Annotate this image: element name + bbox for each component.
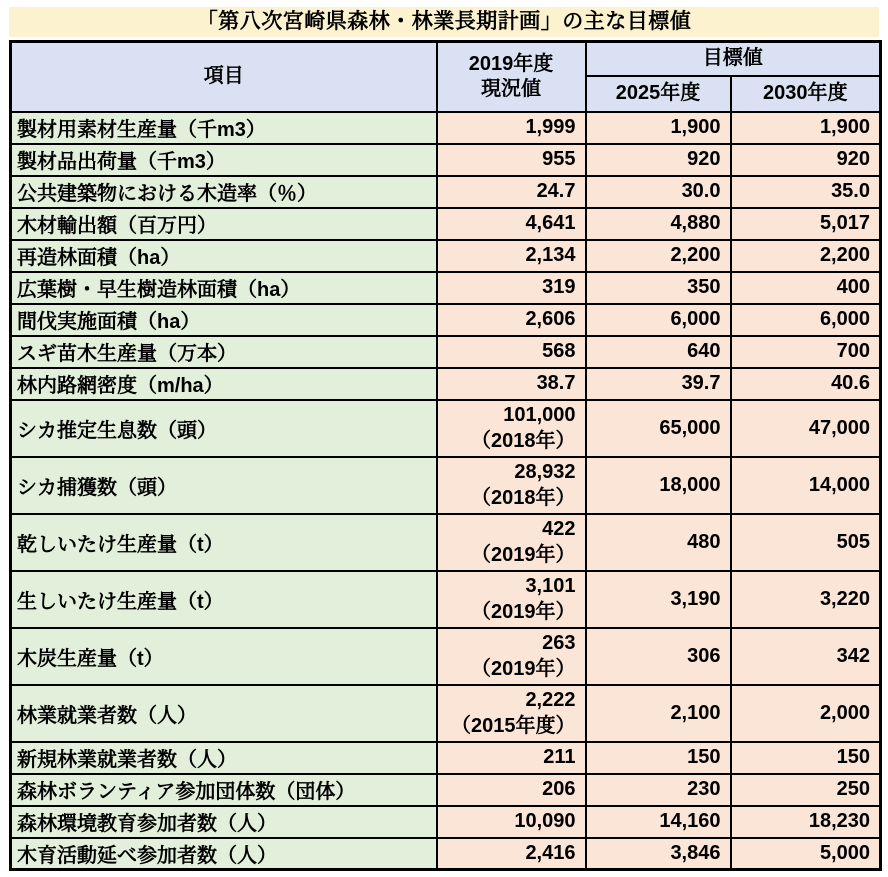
target-2025-cell: 6,000 — [586, 304, 731, 336]
current-value-cell: 2,606 — [437, 304, 586, 336]
current-value-cell: 38.7 — [437, 368, 586, 400]
current-value-cell: 2,416 — [437, 838, 586, 870]
target-2030-cell: 40.6 — [731, 368, 881, 400]
target-2025-cell: 3,846 — [586, 838, 731, 870]
table-row — [11, 336, 881, 368]
table-row — [11, 685, 881, 742]
targets-table — [9, 40, 882, 871]
current-value-cell: 10,090 — [437, 806, 586, 838]
item-cell: 新規林業就業者数（人） — [11, 742, 437, 774]
target-2030-cell: 18,230 — [731, 806, 881, 838]
item-cell: 林内路網密度（m/ha） — [11, 368, 437, 400]
current-value-cell — [437, 514, 586, 571]
table-row — [11, 272, 881, 304]
item-cell: 製材品出荷量（千m3） — [11, 144, 437, 176]
target-2030-cell: 342 — [731, 628, 881, 685]
current-value: 101,000 — [503, 403, 576, 426]
current-value-cell: 319 — [437, 272, 586, 304]
header-col-2030: 2030年度 — [731, 76, 881, 112]
item-cell: 森林ボランティア参加団体数（団体） — [11, 774, 437, 806]
target-2025-cell: 230 — [586, 774, 731, 806]
current-value-cell: 211 — [437, 742, 586, 774]
item-cell: 森林環境教育参加者数（人） — [11, 806, 437, 838]
target-2030-cell: 5,000 — [731, 838, 881, 870]
item-cell: 公共建築物における木造率（％） — [11, 176, 437, 208]
current-value-cell — [437, 685, 586, 742]
header-target: 目標値 — [586, 42, 881, 76]
header-current-line1: 2019年度 — [468, 52, 554, 75]
target-2030-cell: 6,000 — [731, 304, 881, 336]
target-2030-cell: 250 — [731, 774, 881, 806]
target-2030-cell: 150 — [731, 742, 881, 774]
current-value-cell: 4,641 — [437, 208, 586, 240]
target-2030-cell: 920 — [731, 144, 881, 176]
target-2030-cell: 1,900 — [731, 112, 881, 144]
current-value-cell — [437, 571, 586, 628]
target-2030-cell: 505 — [731, 514, 881, 571]
item-cell: シカ捕獲数（頭） — [11, 457, 437, 514]
table-row — [11, 514, 881, 571]
target-2025-cell: 4,880 — [586, 208, 731, 240]
item-cell: 木炭生産量（t） — [11, 628, 437, 685]
target-2030-cell: 3,220 — [731, 571, 881, 628]
current-value-cell: 24.7 — [437, 176, 586, 208]
current-value-note: （2019年） — [471, 601, 576, 623]
target-2025-cell: 1,900 — [586, 112, 731, 144]
target-2030-cell: 700 — [731, 336, 881, 368]
target-2025-cell: 306 — [586, 628, 731, 685]
table-row — [11, 144, 881, 176]
table-row — [11, 571, 881, 628]
table-row — [11, 208, 881, 240]
current-value-note: （2018年） — [471, 487, 576, 509]
current-value-cell — [437, 628, 586, 685]
table-title: 「第八次宮崎県森林・林業長期計画」の主な目標値 — [9, 7, 879, 37]
target-2025-cell: 18,000 — [586, 457, 731, 514]
table-row — [11, 176, 881, 208]
target-2025-cell: 920 — [586, 144, 731, 176]
target-2025-cell: 3,190 — [586, 571, 731, 628]
current-value-cell: 2,134 — [437, 240, 586, 272]
item-cell: シカ推定生息数（頭） — [11, 400, 437, 457]
page-container — [9, 7, 879, 871]
item-cell: 乾しいたけ生産量（t） — [11, 514, 437, 571]
item-cell: スギ苗木生産量（万本） — [11, 336, 437, 368]
target-2030-cell: 35.0 — [731, 176, 881, 208]
item-cell: 林業就業者数（人） — [11, 685, 437, 742]
current-value: 263 — [542, 631, 576, 654]
current-value-cell: 568 — [437, 336, 586, 368]
table-row — [11, 240, 881, 272]
current-value-cell — [437, 400, 586, 457]
item-cell: 生しいたけ生産量（t） — [11, 571, 437, 628]
current-value-note: （2018年） — [471, 430, 576, 452]
current-value-cell: 1,999 — [437, 112, 586, 144]
table-row — [11, 774, 881, 806]
current-value-cell: 955 — [437, 144, 586, 176]
header-row-1 — [11, 42, 881, 76]
target-2030-cell: 14,000 — [731, 457, 881, 514]
target-2030-cell: 2,200 — [731, 240, 881, 272]
item-cell: 広葉樹・早生樹造林面積（ha） — [11, 272, 437, 304]
target-2030-cell: 2,000 — [731, 685, 881, 742]
header-item: 項目 — [11, 42, 437, 112]
table-row — [11, 806, 881, 838]
table-row — [11, 457, 881, 514]
target-2030-cell: 5,017 — [731, 208, 881, 240]
header-current — [437, 42, 586, 112]
target-2030-cell: 47,000 — [731, 400, 881, 457]
table-row — [11, 628, 881, 685]
target-2025-cell: 14,160 — [586, 806, 731, 838]
current-value: 28,932 — [514, 460, 576, 483]
target-2025-cell: 480 — [586, 514, 731, 571]
header-current-line2: 現況値 — [481, 77, 541, 100]
target-2025-cell: 150 — [586, 742, 731, 774]
table-body — [11, 112, 881, 870]
table-row — [11, 368, 881, 400]
target-2025-cell: 2,200 — [586, 240, 731, 272]
current-value: 2,222 — [525, 688, 576, 711]
current-value-cell — [437, 457, 586, 514]
table-header — [11, 42, 881, 112]
item-cell: 再造林面積（ha） — [11, 240, 437, 272]
target-2025-cell: 30.0 — [586, 176, 731, 208]
current-value: 422 — [542, 517, 576, 540]
table-row — [11, 742, 881, 774]
current-value-cell: 206 — [437, 774, 586, 806]
current-value-note: （2019年） — [471, 658, 576, 680]
item-cell: 間伐実施面積（ha） — [11, 304, 437, 336]
table-row — [11, 112, 881, 144]
table-row — [11, 400, 881, 457]
header-col-2025: 2025年度 — [586, 76, 731, 112]
item-cell: 製材用素材生産量（千m3） — [11, 112, 437, 144]
target-2025-cell: 640 — [586, 336, 731, 368]
table-row — [11, 838, 881, 870]
table-row — [11, 304, 881, 336]
target-2030-cell: 400 — [731, 272, 881, 304]
target-2025-cell: 350 — [586, 272, 731, 304]
target-2025-cell: 2,100 — [586, 685, 731, 742]
item-cell: 木育活動延べ参加者数（人） — [11, 838, 437, 870]
item-cell: 木材輸出額（百万円） — [11, 208, 437, 240]
target-2025-cell: 39.7 — [586, 368, 731, 400]
current-value: 3,101 — [525, 574, 576, 597]
current-value-note: （2015年度） — [451, 715, 576, 737]
current-value-note: （2019年） — [471, 544, 576, 566]
target-2025-cell: 65,000 — [586, 400, 731, 457]
